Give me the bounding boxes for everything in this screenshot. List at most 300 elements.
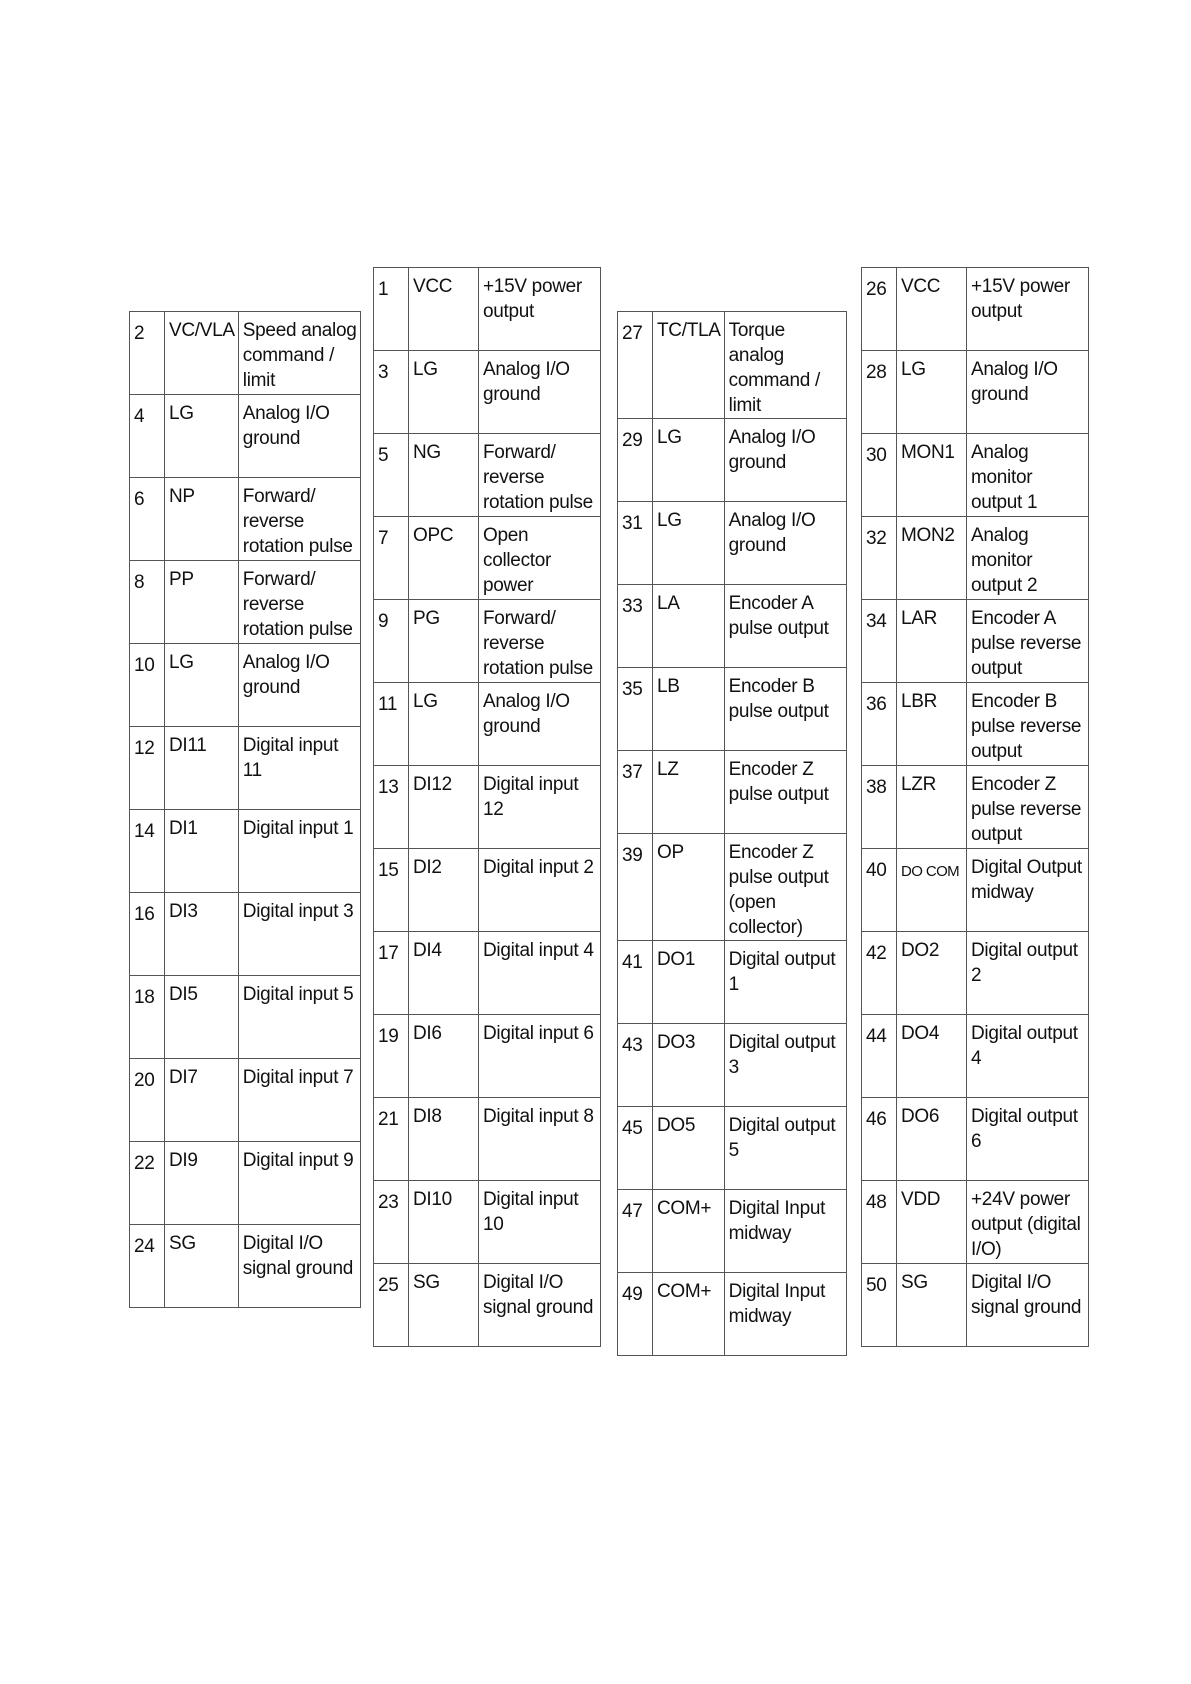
pin-row bbox=[374, 766, 601, 849]
signal-description: Analog I/O ground bbox=[483, 691, 570, 737]
pin-row bbox=[374, 1181, 601, 1264]
pin-number: 2 bbox=[134, 323, 145, 344]
signal-name-cell bbox=[897, 1015, 967, 1098]
signal-description: Encoder A pulse reverse output bbox=[971, 608, 1082, 679]
signal-name-cell bbox=[165, 1142, 239, 1225]
signal-name-cell bbox=[409, 1181, 479, 1264]
pin-row bbox=[862, 434, 1089, 517]
signal-name: NG bbox=[413, 442, 441, 463]
signal-description: Digital Output midway bbox=[971, 857, 1082, 903]
signal-description-cell bbox=[967, 268, 1089, 351]
signal-name-cell bbox=[409, 1264, 479, 1347]
signal-name-cell bbox=[165, 810, 239, 893]
signal-description: Digital I/O signal ground bbox=[242, 1233, 353, 1279]
signal-name: LG bbox=[169, 403, 194, 424]
signal-description: Digital Input midway bbox=[728, 1198, 826, 1244]
signal-description: Digital output 1 bbox=[728, 949, 836, 995]
signal-name-cell bbox=[165, 395, 239, 478]
signal-description-cell bbox=[238, 727, 360, 810]
pin-number: 44 bbox=[866, 1026, 887, 1047]
pin-number-cell bbox=[862, 766, 897, 849]
pin-row bbox=[862, 1098, 1089, 1181]
pin-number: 1 bbox=[378, 279, 389, 300]
pin-number: 47 bbox=[622, 1201, 643, 1222]
pin-table-column-3 bbox=[617, 311, 847, 1356]
signal-description-cell bbox=[238, 644, 360, 727]
signal-description-cell bbox=[967, 351, 1089, 434]
signal-name: LG bbox=[169, 652, 194, 673]
signal-description-cell bbox=[238, 976, 360, 1059]
pin-number: 48 bbox=[866, 1192, 887, 1213]
pin-row bbox=[130, 561, 361, 644]
pin-number-cell bbox=[862, 434, 897, 517]
signal-name-cell bbox=[653, 585, 725, 668]
pin-number: 37 bbox=[622, 762, 643, 783]
signal-name-cell bbox=[409, 268, 479, 351]
signal-name-cell bbox=[165, 478, 239, 561]
pin-row bbox=[618, 1024, 847, 1107]
pin-number-cell bbox=[862, 1181, 897, 1264]
signal-description: Forward/ reverse rotation pulse bbox=[242, 569, 353, 640]
signal-description: Analog monitor output 2 bbox=[971, 525, 1038, 596]
pin-number-cell bbox=[862, 1098, 897, 1181]
signal-name: LBR bbox=[901, 691, 938, 712]
signal-name-cell bbox=[897, 600, 967, 683]
signal-name-cell bbox=[897, 351, 967, 434]
signal-name: LB bbox=[657, 676, 680, 697]
signal-description: Digital input 8 bbox=[483, 1106, 594, 1127]
signal-name: LG bbox=[657, 427, 682, 448]
signal-description: Digital input 3 bbox=[242, 901, 354, 922]
pin-number: 3 bbox=[378, 362, 389, 383]
signal-name: VCC bbox=[901, 276, 941, 297]
signal-name: TC/TLA bbox=[657, 320, 721, 341]
signal-name-cell bbox=[165, 312, 239, 395]
pin-number-cell bbox=[374, 268, 409, 351]
signal-description: Digital output 6 bbox=[971, 1106, 1078, 1152]
signal-name: LG bbox=[413, 359, 438, 380]
pin-row bbox=[374, 268, 601, 351]
pin-number-cell bbox=[618, 834, 653, 941]
pin-table-body bbox=[862, 268, 1089, 1347]
pin-number-cell bbox=[618, 941, 653, 1024]
signal-description: Digital input 11 bbox=[242, 735, 339, 781]
signal-description: Digital I/O signal ground bbox=[971, 1272, 1082, 1318]
signal-description-cell bbox=[967, 932, 1089, 1015]
pin-row bbox=[618, 941, 847, 1024]
pin-number-cell bbox=[130, 976, 165, 1059]
signal-name: DO COM bbox=[901, 863, 960, 880]
signal-description-cell bbox=[724, 419, 846, 502]
signal-description: Digital input 1 bbox=[242, 818, 354, 839]
pin-number-cell bbox=[374, 600, 409, 683]
signal-name: DO6 bbox=[901, 1106, 940, 1127]
pin-row bbox=[130, 976, 361, 1059]
signal-description: Digital input 4 bbox=[483, 940, 594, 961]
signal-name: SG bbox=[413, 1272, 440, 1293]
signal-description: Open collector power bbox=[483, 525, 552, 596]
signal-description-cell bbox=[238, 561, 360, 644]
signal-name-cell bbox=[409, 434, 479, 517]
pin-number: 14 bbox=[134, 821, 155, 842]
pin-number: 17 bbox=[378, 943, 399, 964]
pin-number-cell bbox=[862, 268, 897, 351]
signal-note: (open collector) bbox=[728, 892, 803, 938]
signal-description: Digital input 10 bbox=[483, 1189, 579, 1235]
signal-description-cell bbox=[238, 1142, 360, 1225]
pin-row bbox=[374, 600, 601, 683]
signal-description-cell bbox=[724, 312, 846, 419]
signal-name: VC/VLA bbox=[169, 320, 235, 341]
pin-number-cell bbox=[130, 1142, 165, 1225]
pin-row bbox=[374, 517, 601, 600]
signal-name-cell bbox=[409, 1015, 479, 1098]
signal-description-cell bbox=[967, 517, 1089, 600]
signal-description: Analog I/O ground bbox=[242, 403, 330, 449]
pin-row bbox=[862, 1015, 1089, 1098]
signal-name-cell bbox=[409, 932, 479, 1015]
pin-number-cell bbox=[130, 644, 165, 727]
signal-description-cell bbox=[479, 1015, 601, 1098]
signal-name-cell bbox=[897, 766, 967, 849]
signal-name: OPC bbox=[413, 525, 454, 546]
pin-number: 43 bbox=[622, 1035, 643, 1056]
pin-row bbox=[618, 751, 847, 834]
signal-description: Analog I/O ground bbox=[971, 359, 1058, 405]
signal-description-cell bbox=[724, 585, 846, 668]
pin-number: 11 bbox=[378, 694, 398, 715]
pin-row bbox=[862, 932, 1089, 1015]
pin-number: 38 bbox=[866, 777, 887, 798]
pin-row bbox=[618, 1190, 847, 1273]
pin-number: 39 bbox=[622, 845, 643, 866]
pin-number-cell bbox=[618, 502, 653, 585]
signal-name: DI3 bbox=[169, 901, 198, 922]
pin-number: 9 bbox=[378, 611, 389, 632]
signal-name-cell bbox=[653, 941, 725, 1024]
pin-number-cell bbox=[618, 1273, 653, 1356]
signal-name: PP bbox=[169, 569, 194, 590]
pin-table-body bbox=[130, 312, 361, 1308]
pin-number: 45 bbox=[622, 1118, 643, 1139]
pin-number-cell bbox=[618, 1024, 653, 1107]
signal-name-cell bbox=[165, 561, 239, 644]
pin-number-cell bbox=[374, 517, 409, 600]
pin-number-cell bbox=[862, 517, 897, 600]
signal-name: LG bbox=[657, 510, 682, 531]
pin-row bbox=[862, 351, 1089, 434]
signal-name-cell bbox=[653, 1024, 725, 1107]
signal-name-cell bbox=[653, 668, 725, 751]
pin-number-cell bbox=[374, 1264, 409, 1347]
pin-number: 46 bbox=[866, 1109, 887, 1130]
signal-name: DO4 bbox=[901, 1023, 940, 1044]
signal-name-cell bbox=[165, 644, 239, 727]
pin-number: 41 bbox=[622, 952, 643, 973]
pin-number-cell bbox=[862, 351, 897, 434]
pin-number: 31 bbox=[622, 513, 643, 534]
signal-description: Forward/ reverse rotation pulse bbox=[242, 486, 353, 557]
pin-row bbox=[374, 1015, 601, 1098]
signal-description: Analog I/O ground bbox=[483, 359, 570, 405]
signal-description: Digital input 9 bbox=[242, 1150, 354, 1171]
signal-description: Encoder A pulse output bbox=[728, 593, 829, 639]
pin-row bbox=[130, 478, 361, 561]
pin-number: 23 bbox=[378, 1192, 399, 1213]
pin-number: 24 bbox=[134, 1236, 155, 1257]
signal-description: Analog monitor output 1 bbox=[971, 442, 1038, 513]
signal-description-cell bbox=[724, 941, 846, 1024]
pin-number: 32 bbox=[866, 528, 887, 549]
pin-number: 8 bbox=[134, 572, 145, 593]
signal-name: LG bbox=[413, 691, 438, 712]
signal-description: Digital output 2 bbox=[971, 940, 1078, 986]
signal-description-cell bbox=[238, 1225, 360, 1308]
signal-description: +24V power output (digital I/O) bbox=[971, 1189, 1081, 1260]
signal-description-cell bbox=[724, 834, 846, 941]
pin-number-cell bbox=[618, 1190, 653, 1273]
signal-description: Digital output 3 bbox=[728, 1032, 836, 1078]
signal-name-cell bbox=[653, 1190, 725, 1273]
signal-name-cell bbox=[653, 312, 725, 419]
pin-number-cell bbox=[862, 932, 897, 1015]
signal-name: DI4 bbox=[413, 940, 442, 961]
signal-name-cell bbox=[653, 1273, 725, 1356]
signal-description: Forward/ reverse rotation pulse bbox=[483, 442, 593, 513]
signal-name: DO1 bbox=[657, 949, 696, 970]
signal-description: Digital input 5 bbox=[242, 984, 354, 1005]
signal-description: Speed analog command / limit bbox=[242, 320, 357, 391]
signal-name-cell bbox=[653, 834, 725, 941]
pin-number-cell bbox=[374, 1015, 409, 1098]
signal-description-cell bbox=[724, 668, 846, 751]
signal-description: Digital I/O signal ground bbox=[483, 1272, 594, 1318]
signal-description: Digital input 2 bbox=[483, 857, 594, 878]
pin-row bbox=[130, 395, 361, 478]
signal-name-cell bbox=[897, 932, 967, 1015]
signal-name-cell bbox=[409, 1098, 479, 1181]
signal-description-cell bbox=[967, 683, 1089, 766]
signal-description-cell bbox=[238, 1059, 360, 1142]
signal-description-cell bbox=[479, 932, 601, 1015]
pin-number-cell bbox=[618, 312, 653, 419]
signal-description: +15V power output bbox=[971, 276, 1070, 322]
signal-description: Forward/ reverse rotation pulse bbox=[483, 608, 593, 679]
pin-row bbox=[130, 893, 361, 976]
signal-name-cell bbox=[165, 1059, 239, 1142]
signal-description-cell bbox=[238, 893, 360, 976]
pin-number: 15 bbox=[378, 860, 399, 881]
signal-name: LZ bbox=[657, 759, 679, 780]
signal-name: LA bbox=[657, 593, 680, 614]
signal-name: MON2 bbox=[901, 525, 955, 546]
pin-number: 10 bbox=[134, 655, 155, 676]
signal-description-cell bbox=[967, 766, 1089, 849]
signal-name: DI8 bbox=[413, 1106, 442, 1127]
pin-number: 36 bbox=[866, 694, 887, 715]
signal-name-cell bbox=[409, 600, 479, 683]
signal-description-cell bbox=[967, 600, 1089, 683]
pin-row bbox=[130, 727, 361, 810]
pin-table-column-1 bbox=[129, 311, 361, 1308]
signal-name: DI11 bbox=[169, 735, 207, 756]
signal-description-cell bbox=[479, 600, 601, 683]
pin-number-cell bbox=[374, 1098, 409, 1181]
signal-name-cell bbox=[897, 1098, 967, 1181]
signal-name: DO2 bbox=[901, 940, 940, 961]
signal-name: COM+ bbox=[657, 1198, 712, 1219]
pin-number: 12 bbox=[134, 738, 155, 759]
pin-number: 35 bbox=[622, 679, 643, 700]
pin-number-cell bbox=[374, 766, 409, 849]
pin-number-cell bbox=[862, 600, 897, 683]
pin-number: 40 bbox=[866, 860, 887, 881]
pin-number: 18 bbox=[134, 987, 155, 1008]
signal-description-cell bbox=[967, 849, 1089, 932]
pin-number: 7 bbox=[378, 528, 389, 549]
pin-row bbox=[374, 1098, 601, 1181]
pin-number-cell bbox=[374, 434, 409, 517]
pin-number: 27 bbox=[622, 323, 643, 344]
pin-number: 28 bbox=[866, 362, 887, 383]
pin-number: 29 bbox=[622, 430, 643, 451]
pin-row bbox=[374, 683, 601, 766]
signal-name-cell bbox=[409, 351, 479, 434]
pin-number: 4 bbox=[134, 406, 145, 427]
signal-description: Digital input 7 bbox=[242, 1067, 354, 1088]
pin-number-cell bbox=[130, 893, 165, 976]
pin-table-column-2 bbox=[373, 267, 601, 1347]
signal-description-cell bbox=[724, 1190, 846, 1273]
signal-name: DO5 bbox=[657, 1115, 696, 1136]
pin-number: 30 bbox=[866, 445, 887, 466]
signal-description: Analog I/O ground bbox=[728, 510, 816, 556]
signal-name: DI7 bbox=[169, 1067, 198, 1088]
signal-name: LZR bbox=[901, 774, 936, 795]
pin-row bbox=[618, 668, 847, 751]
pin-number-cell bbox=[374, 932, 409, 1015]
pin-row bbox=[618, 1107, 847, 1190]
signal-name: NP bbox=[169, 486, 195, 507]
signal-name: DI10 bbox=[413, 1189, 452, 1210]
pin-number-cell bbox=[130, 312, 165, 395]
signal-description: Digital input 6 bbox=[483, 1023, 594, 1044]
pin-number-cell bbox=[862, 1015, 897, 1098]
signal-name-cell bbox=[409, 683, 479, 766]
pin-number: 33 bbox=[622, 596, 643, 617]
signal-description: Encoder Z pulse reverse output bbox=[971, 774, 1082, 845]
signal-description-cell bbox=[724, 502, 846, 585]
pin-number-cell bbox=[862, 683, 897, 766]
signal-name: COM+ bbox=[657, 1281, 712, 1302]
pin-number: 34 bbox=[866, 611, 887, 632]
signal-name-cell bbox=[409, 849, 479, 932]
pin-number: 5 bbox=[378, 445, 389, 466]
pin-row bbox=[862, 600, 1089, 683]
pin-number: 13 bbox=[378, 777, 399, 798]
signal-description: +15V power output bbox=[483, 276, 582, 322]
pin-number: 6 bbox=[134, 489, 145, 510]
signal-name: DI2 bbox=[413, 857, 442, 878]
pin-row bbox=[374, 351, 601, 434]
signal-name-cell bbox=[653, 419, 725, 502]
signal-name-cell bbox=[897, 517, 967, 600]
signal-description-cell bbox=[967, 1098, 1089, 1181]
pin-number-cell bbox=[862, 849, 897, 932]
pin-number: 20 bbox=[134, 1070, 155, 1091]
pin-row bbox=[618, 502, 847, 585]
pin-table-column-4 bbox=[861, 267, 1089, 1347]
signal-name-cell bbox=[409, 517, 479, 600]
pin-row bbox=[618, 312, 847, 419]
signal-name-cell bbox=[653, 1107, 725, 1190]
pin-row bbox=[374, 849, 601, 932]
pin-row bbox=[130, 1059, 361, 1142]
signal-name-cell bbox=[897, 683, 967, 766]
pin-row bbox=[862, 517, 1089, 600]
signal-name-cell bbox=[897, 268, 967, 351]
signal-description-cell bbox=[967, 434, 1089, 517]
pin-row bbox=[374, 434, 601, 517]
signal-description-cell bbox=[479, 849, 601, 932]
signal-name: PG bbox=[413, 608, 440, 629]
signal-description: Analog I/O ground bbox=[242, 652, 330, 698]
pin-number-cell bbox=[130, 727, 165, 810]
pin-number: 50 bbox=[866, 1275, 887, 1296]
signal-name-cell bbox=[897, 1181, 967, 1264]
pin-row bbox=[862, 1264, 1089, 1347]
signal-name-cell bbox=[409, 766, 479, 849]
signal-description: Encoder Z pulse output bbox=[728, 759, 829, 805]
pin-number: 49 bbox=[622, 1284, 643, 1305]
signal-description-cell bbox=[724, 1107, 846, 1190]
signal-description-cell bbox=[967, 1264, 1089, 1347]
signal-description: Encoder B pulse reverse output bbox=[971, 691, 1082, 762]
pin-row bbox=[862, 268, 1089, 351]
signal-name-cell bbox=[653, 502, 725, 585]
pin-row bbox=[374, 1264, 601, 1347]
signal-name-cell bbox=[653, 751, 725, 834]
signal-description: Digital input 12 bbox=[483, 774, 579, 820]
pin-number-cell bbox=[130, 561, 165, 644]
pin-row bbox=[130, 644, 361, 727]
signal-description-cell bbox=[238, 478, 360, 561]
pin-number: 42 bbox=[866, 943, 887, 964]
signal-description-cell bbox=[967, 1181, 1089, 1264]
signal-description-cell bbox=[479, 517, 601, 600]
signal-description-cell bbox=[479, 1098, 601, 1181]
signal-name: LG bbox=[901, 359, 926, 380]
pin-row bbox=[862, 766, 1089, 849]
pin-row bbox=[130, 1225, 361, 1308]
signal-description-cell bbox=[967, 1015, 1089, 1098]
signal-description-cell bbox=[479, 1264, 601, 1347]
signal-name-cell bbox=[165, 893, 239, 976]
signal-description: Analog I/O ground bbox=[728, 427, 816, 473]
pin-row bbox=[374, 932, 601, 1015]
signal-description: Digital Input midway bbox=[728, 1281, 826, 1327]
signal-name-cell bbox=[897, 434, 967, 517]
pin-number-cell bbox=[618, 1107, 653, 1190]
signal-name: SG bbox=[901, 1272, 928, 1293]
signal-description: Digital output 5 bbox=[728, 1115, 836, 1161]
signal-description: Torque analog command / limit bbox=[728, 320, 820, 416]
pin-number-cell bbox=[618, 585, 653, 668]
pin-number-cell bbox=[618, 668, 653, 751]
signal-description: Encoder B pulse output bbox=[728, 676, 829, 722]
pin-number: 16 bbox=[134, 904, 155, 925]
pin-number: 21 bbox=[378, 1109, 399, 1130]
